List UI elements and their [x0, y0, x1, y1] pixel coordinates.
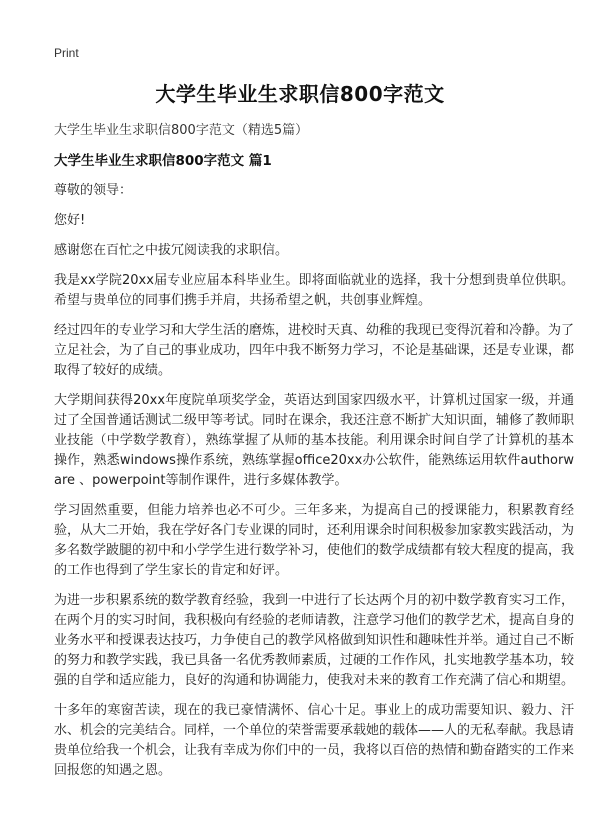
print-link[interactable]: Print — [54, 46, 79, 60]
document-subtitle: 大学生毕业生求职信800字范文（精选5篇） — [54, 123, 309, 138]
paragraph: 为进一步积累系统的数学教育经验，我到一中进行了长达两个月的初中数学教育实习工作，在两个月的实习时间，我积极向有经验的老师请教，注意学习他们的教学艺术，提高自身的业务水平和授课表达技巧，力争使自己的教学风格做到知识性和趣味性并举。通过自己不断的努力和教学实践，我已具备一名优秀教师素质，过硬的工作作风，扎实地教学基本功，较强的自学和适应能力，良好的沟通和协调能力，使我对未来的教育工作充满了信心和期望。 — [54, 593, 575, 688]
greeting: 您好! — [54, 213, 86, 228]
paragraph: 感谢您在百忙之中拔冗阅读我的求职信。 — [54, 243, 289, 258]
page-title: 大学生毕业生求职信800字范文 — [155, 82, 445, 106]
paragraph: 我是xx学院20xx届专业应届本科毕业生。即将面临就业的选择，我十分想到贵单位供职。希望与贵单位的同事们携手并肩，共扬希望之帆，共创事业辉煌。 — [54, 273, 574, 308]
paragraph: 大学期间获得20xx年度院单项奖学金，英语达到国家四级水平，计算机过国家一级，并通过了全国普通话测试二级甲等考试。同时在课余，我还注意不断扩大知识面，辅修了教师职业技能（中学数学教育），熟练掌握了从师的基本技能。利用课余时间自学了计算机的基本操作，熟悉windows操作系统，熟练掌握office20xx办公软件，能熟练运用软件authorware 、powerpoint等制作课件，进行多媒体教学。 — [54, 393, 575, 488]
document-body — [54, 121, 574, 791]
paragraph: 经过四年的专业学习和大学生活的磨炼，进校时天真、幼稚的我现已变得沉着和冷静。为了立足社会，为了自己的事业成功，四年中我不断努力学习，不论是基础课，还是专业课，都取得了较好的成绩。 — [54, 323, 575, 378]
salutation: 尊敬的领导： — [54, 183, 133, 198]
paragraph: 学习固然重要，但能力培养也必不可少。三年多来，为提高自己的授课能力，积累教育经验，从大二开始，我在学好各门专业课的同时，还利用课余时间积极参加家教实践活动，为多名数学跛腿的初中和小学学生进行数学补习，使他们的数学成绩都有较大程度的提高，我的工作也得到了学生家长的肯定和好评。 — [54, 503, 575, 578]
paragraph: 十多年的寒窗苦读，现在的我已豪情满怀、信心十足。事业上的成功需要知识、毅力、汗水、机会的完美结合。同样，一个单位的荣誉需要承载她的载体——人的无私奉献。我恳请贵单位给我一个机会，让我有幸成为你们中的一员，我将以百倍的热情和勤奋踏实的工作来回报您的知遇之恩。 — [54, 703, 575, 778]
section-heading: 大学生毕业生求职信800字范文 篇1 — [54, 153, 272, 169]
